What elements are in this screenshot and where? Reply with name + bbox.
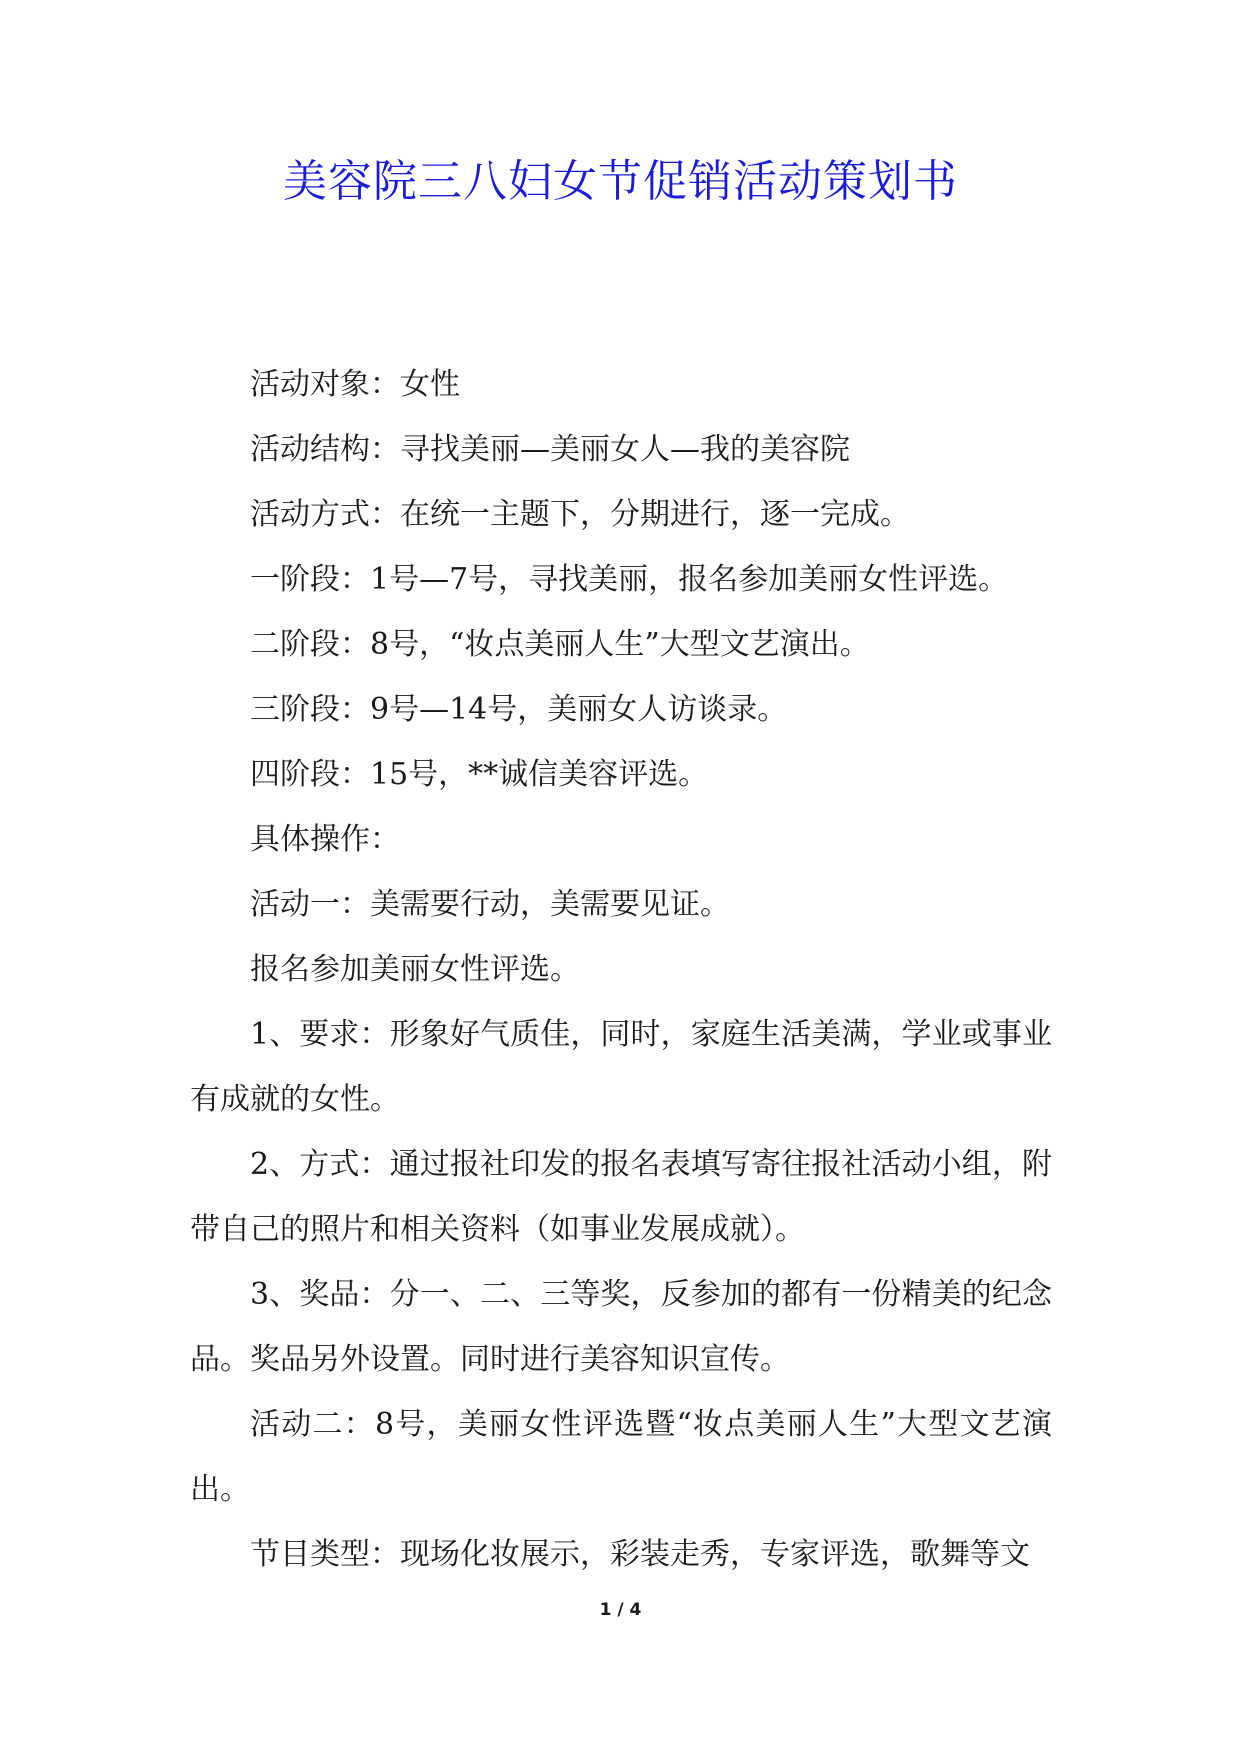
paragraph: 四阶段：15号，**诚信美容评选。 [250,757,709,792]
paragraph: 1、要求：形象好气质佳，同时，家庭生活美满，学业或事业有成就的女性。 [190,1017,1052,1117]
paragraph: 活动一：美需要行动，美需要见证。 [250,887,730,922]
paragraph: 节目类型：现场化妆展示，彩装走秀，专家评选，歌舞等文 [250,1537,1030,1572]
paragraph: 一阶段：1号—7号，寻找美丽，报名参加美丽女性评选。 [250,562,1009,597]
paragraph: 活动结构：寻找美丽—美丽女人—我的美容院 [250,432,850,467]
paragraph: 二阶段：8号，“妆点美丽人生”大型文艺演出。 [250,627,870,662]
paragraph: 2、方式：通过报社印发的报名表填写寄往报社活动小组，附带自己的照片和相关资料（如事业发展成就）。 [190,1147,1052,1247]
paragraph: 活动方式：在统一主题下，分期进行，逐一完成。 [250,497,910,532]
paragraph: 3、奖品：分一、二、三等奖，反参加的都有一份精美的纪念品。奖品另外设置。同时进行美容知识宣传。 [190,1277,1052,1377]
paragraph: 报名参加美丽女性评选。 [250,952,580,987]
document-title: 美容院三八妇女节促销活动策划书 [283,156,958,207]
page-number: 1 / 4 [599,1600,642,1620]
document-body [190,352,1052,1587]
paragraph: 三阶段：9号—14号，美丽女人访谈录。 [250,692,788,727]
paragraph: 活动二：8号，美丽女性评选暨“妆点美丽人生”大型文艺演出。 [190,1407,1052,1507]
paragraph: 活动对象：女性 [250,367,460,402]
paragraph: 具体操作： [250,822,400,857]
